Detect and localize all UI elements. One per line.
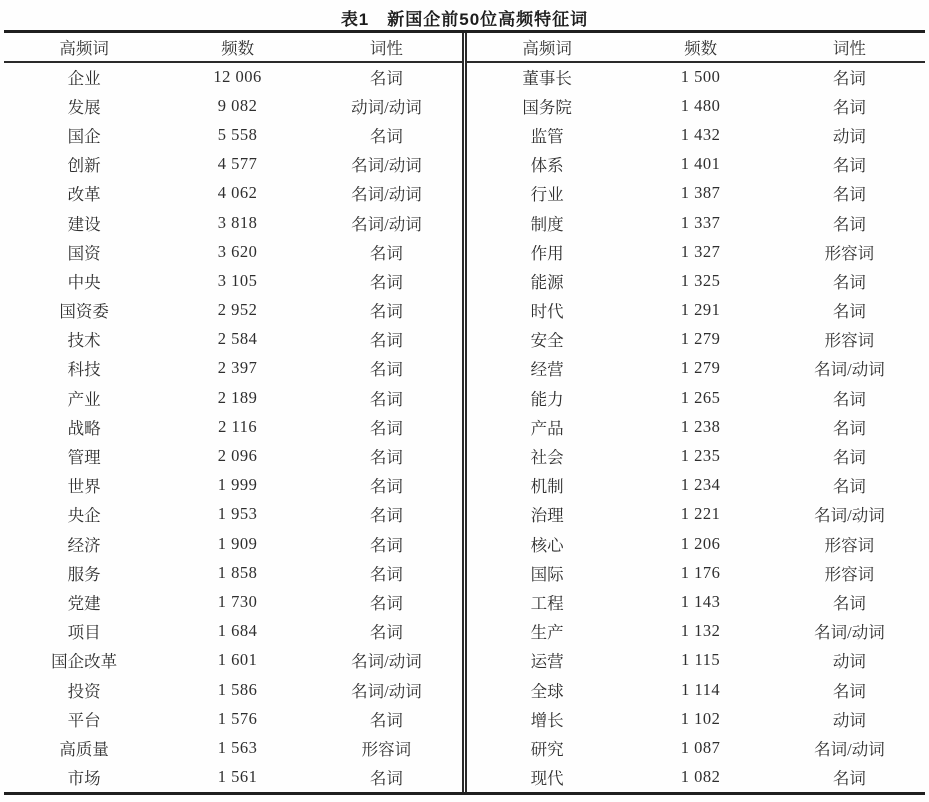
pos-cell: 名词	[369, 593, 403, 613]
word-cell: 制度	[530, 214, 564, 234]
table-row	[4, 412, 462, 441]
word-cell: 现代	[530, 769, 564, 789]
pos-cell: 名词	[832, 418, 866, 438]
header-row	[467, 33, 925, 62]
freq-cell: 1 238	[680, 416, 721, 436]
pos-cell: 名词/动词	[351, 156, 422, 176]
word-cell: 科技	[67, 360, 101, 380]
table-row	[4, 325, 462, 354]
freq-cell: 1 601	[217, 650, 258, 670]
freq-cell: 1 279	[680, 329, 721, 349]
table-row	[4, 763, 462, 792]
pos-cell: 名词/动词	[814, 360, 885, 380]
pos-cell: 名词	[832, 214, 866, 234]
freq-cell: 1 221	[680, 504, 721, 524]
right-table-body	[467, 62, 925, 792]
table-row	[4, 617, 462, 646]
pos-cell: 名词	[369, 331, 403, 351]
word-cell: 能力	[530, 389, 564, 409]
pos-cell: 名词	[832, 681, 866, 701]
freq-cell: 1 500	[680, 67, 721, 87]
table-row	[467, 646, 925, 675]
table-row	[4, 471, 462, 500]
word-cell: 体系	[530, 156, 564, 176]
header-word: 高频词	[467, 33, 627, 62]
word-cell: 党建	[67, 593, 101, 613]
pos-cell: 名词	[832, 389, 866, 409]
pos-cell: 名词	[369, 360, 403, 380]
pos-cell: 名词	[832, 97, 866, 117]
word-cell: 全球	[530, 681, 564, 701]
word-cell: 发展	[67, 97, 101, 117]
freq-cell: 1 143	[680, 591, 721, 611]
pos-cell: 名词/动词	[351, 185, 422, 205]
pos-cell: 形容词	[361, 739, 412, 759]
table-row	[4, 587, 462, 616]
table-row	[4, 91, 462, 120]
freq-cell: 3 620	[217, 241, 258, 261]
pos-cell: 形容词	[824, 243, 875, 263]
table-right-half	[467, 33, 925, 792]
word-cell: 时代	[530, 302, 564, 322]
word-cell: 技术	[67, 331, 101, 351]
pos-cell: 名词/动词	[351, 681, 422, 701]
word-cell: 产品	[530, 418, 564, 438]
table-row	[4, 733, 462, 762]
header-frequency: 频数	[627, 33, 774, 62]
word-cell: 服务	[67, 564, 101, 584]
freq-cell: 1 953	[217, 504, 258, 524]
freq-cell: 1 432	[680, 124, 721, 144]
table-row	[467, 733, 925, 762]
word-cell: 平台	[67, 710, 101, 730]
word-cell: 国资委	[59, 302, 109, 322]
table-left-half	[4, 33, 462, 792]
table-row	[4, 646, 462, 675]
freq-cell: 1 102	[680, 708, 721, 728]
pos-cell: 名词	[369, 389, 403, 409]
pos-cell: 名词	[369, 710, 403, 730]
pos-cell: 名词	[832, 185, 866, 205]
freq-cell: 1 858	[217, 562, 258, 582]
pos-cell: 名词	[369, 564, 403, 584]
word-cell: 董事长	[522, 69, 572, 89]
word-cell: 国企	[67, 126, 101, 146]
word-cell: 世界	[67, 477, 101, 497]
table-row	[4, 354, 462, 383]
pos-cell: 名词	[832, 477, 866, 497]
table-row	[467, 120, 925, 149]
word-cell: 增长	[530, 710, 564, 730]
table-row	[467, 558, 925, 587]
word-cell: 国企改革	[51, 652, 118, 672]
table-row	[467, 529, 925, 558]
table-row	[4, 179, 462, 208]
table-row	[467, 763, 925, 792]
table-row	[4, 558, 462, 587]
table-row	[467, 412, 925, 441]
word-cell: 市场	[67, 769, 101, 789]
freq-cell: 1 387	[680, 183, 721, 203]
table-row	[4, 675, 462, 704]
table-row	[4, 62, 462, 91]
word-cell: 作用	[530, 243, 564, 263]
freq-cell: 1 279	[680, 358, 721, 378]
freq-cell: 12 006	[213, 67, 262, 87]
frequency-table	[4, 30, 925, 795]
table-row	[467, 471, 925, 500]
pos-cell: 名词	[832, 593, 866, 613]
table-row	[467, 150, 925, 179]
table-row	[467, 704, 925, 733]
table-row	[4, 441, 462, 470]
word-cell: 创新	[67, 156, 101, 176]
pos-cell: 名词/动词	[814, 623, 885, 643]
word-cell: 社会	[530, 448, 564, 468]
freq-cell: 1 337	[680, 212, 721, 232]
freq-cell: 1 327	[680, 241, 721, 261]
word-cell: 研究	[530, 739, 564, 759]
word-cell: 企业	[67, 69, 101, 89]
word-cell: 国际	[530, 564, 564, 584]
word-cell: 战略	[67, 418, 101, 438]
freq-cell: 5 558	[217, 124, 258, 144]
word-cell: 能源	[530, 272, 564, 292]
table-row	[4, 500, 462, 529]
pos-cell: 名词	[369, 69, 403, 89]
word-cell: 投资	[67, 681, 101, 701]
table-row	[467, 617, 925, 646]
freq-cell: 1 265	[680, 387, 721, 407]
word-cell: 央企	[67, 506, 101, 526]
freq-cell: 1 206	[680, 533, 721, 553]
freq-cell: 2 952	[217, 300, 258, 320]
table-row	[4, 704, 462, 733]
table-row	[4, 383, 462, 412]
word-cell: 中央	[67, 272, 101, 292]
table-row	[4, 529, 462, 558]
pos-cell: 形容词	[824, 564, 875, 584]
pos-cell: 动词/动词	[351, 97, 422, 117]
table-row	[467, 296, 925, 325]
pos-cell: 名词	[369, 272, 403, 292]
table-row	[4, 150, 462, 179]
pos-cell: 名词	[832, 448, 866, 468]
word-cell: 高质量	[59, 739, 109, 759]
pos-cell: 名词	[369, 448, 403, 468]
word-cell: 核心	[530, 535, 564, 555]
freq-cell: 1 115	[681, 650, 721, 670]
freq-cell: 2 189	[217, 387, 258, 407]
table-row	[4, 208, 462, 237]
freq-cell: 1 730	[217, 591, 258, 611]
header-row	[4, 33, 462, 62]
word-cell: 运营	[530, 652, 564, 672]
left-table	[4, 33, 462, 792]
pos-cell: 动词	[832, 710, 866, 730]
word-cell: 监管	[530, 126, 564, 146]
right-table	[467, 33, 925, 792]
table-row	[467, 354, 925, 383]
word-cell: 改革	[67, 185, 101, 205]
freq-cell: 1 999	[217, 475, 258, 495]
word-cell: 经济	[67, 535, 101, 555]
table-row	[467, 675, 925, 704]
freq-cell: 1 082	[680, 767, 721, 787]
pos-cell: 名词	[369, 506, 403, 526]
freq-cell: 4 577	[217, 154, 258, 174]
word-cell: 国资	[67, 243, 101, 263]
word-cell: 项目	[67, 623, 101, 643]
pos-cell: 名词	[369, 302, 403, 322]
word-cell: 机制	[530, 477, 564, 497]
pos-cell: 名词/动词	[351, 652, 422, 672]
freq-cell: 1 291	[680, 300, 721, 320]
pos-cell: 名词	[832, 302, 866, 322]
freq-cell: 1 401	[680, 154, 721, 174]
pos-cell: 动词	[832, 652, 866, 672]
header-pos: 词性	[774, 33, 925, 62]
pos-cell: 名词	[832, 69, 866, 89]
pos-cell: 名词	[369, 535, 403, 555]
word-cell: 安全	[530, 331, 564, 351]
pos-cell: 名词/动词	[814, 739, 885, 759]
freq-cell: 1 132	[680, 621, 721, 641]
table-row	[467, 500, 925, 529]
left-table-body	[4, 62, 462, 792]
word-cell: 生产	[530, 623, 564, 643]
table-row	[467, 237, 925, 266]
freq-cell: 1 563	[217, 737, 258, 757]
freq-cell: 2 397	[217, 358, 258, 378]
freq-cell: 9 082	[217, 95, 258, 115]
pos-cell: 形容词	[824, 535, 875, 555]
freq-cell: 1 114	[681, 679, 721, 699]
word-cell: 建设	[67, 214, 101, 234]
pos-cell: 名词	[832, 769, 866, 789]
pos-cell: 名词	[369, 126, 403, 146]
freq-cell: 1 325	[680, 270, 721, 290]
header-word: 高频词	[4, 33, 164, 62]
table-row	[467, 91, 925, 120]
pos-cell: 名词	[369, 623, 403, 643]
word-cell: 行业	[530, 185, 564, 205]
table-row	[467, 383, 925, 412]
pos-cell: 形容词	[824, 331, 875, 351]
word-cell: 国务院	[522, 97, 572, 117]
freq-cell: 2 584	[217, 329, 258, 349]
word-cell: 产业	[67, 389, 101, 409]
word-cell: 管理	[67, 448, 101, 468]
table-row	[467, 587, 925, 616]
header-pos: 词性	[311, 33, 462, 62]
freq-cell: 3 818	[217, 212, 258, 232]
freq-cell: 1 087	[680, 737, 721, 757]
freq-cell: 3 105	[217, 270, 258, 290]
freq-cell: 1 576	[217, 708, 258, 728]
pos-cell: 名词	[832, 272, 866, 292]
freq-cell: 2 116	[218, 416, 258, 436]
table-row	[467, 208, 925, 237]
freq-cell: 1 909	[217, 533, 258, 553]
freq-cell: 1 176	[680, 562, 721, 582]
table-row	[4, 120, 462, 149]
pos-cell: 名词	[369, 477, 403, 497]
freq-cell: 2 096	[217, 446, 258, 466]
word-cell: 治理	[530, 506, 564, 526]
table-row	[4, 266, 462, 295]
table-row	[467, 179, 925, 208]
pos-cell: 名词/动词	[814, 506, 885, 526]
freq-cell: 1 684	[217, 621, 258, 641]
freq-cell: 1 586	[217, 679, 258, 699]
freq-cell: 1 480	[680, 95, 721, 115]
table-row	[467, 325, 925, 354]
pos-cell: 名词/动词	[351, 214, 422, 234]
table-row	[4, 296, 462, 325]
table-row	[4, 237, 462, 266]
header-frequency: 频数	[164, 33, 311, 62]
table-caption: 表1 新国企前50位高频特征词	[340, 10, 589, 29]
word-cell: 工程	[530, 593, 564, 613]
word-cell: 经营	[530, 360, 564, 380]
pos-cell: 名词	[369, 769, 403, 789]
table-row	[467, 62, 925, 91]
table-row	[467, 266, 925, 295]
freq-cell: 1 561	[217, 767, 258, 787]
pos-cell: 名词	[369, 243, 403, 263]
freq-cell: 1 234	[680, 475, 721, 495]
freq-cell: 4 062	[217, 183, 258, 203]
pos-cell: 名词	[369, 418, 403, 438]
freq-cell: 1 235	[680, 446, 721, 466]
pos-cell: 名词	[832, 156, 866, 176]
table-row	[467, 441, 925, 470]
pos-cell: 动词	[832, 126, 866, 146]
